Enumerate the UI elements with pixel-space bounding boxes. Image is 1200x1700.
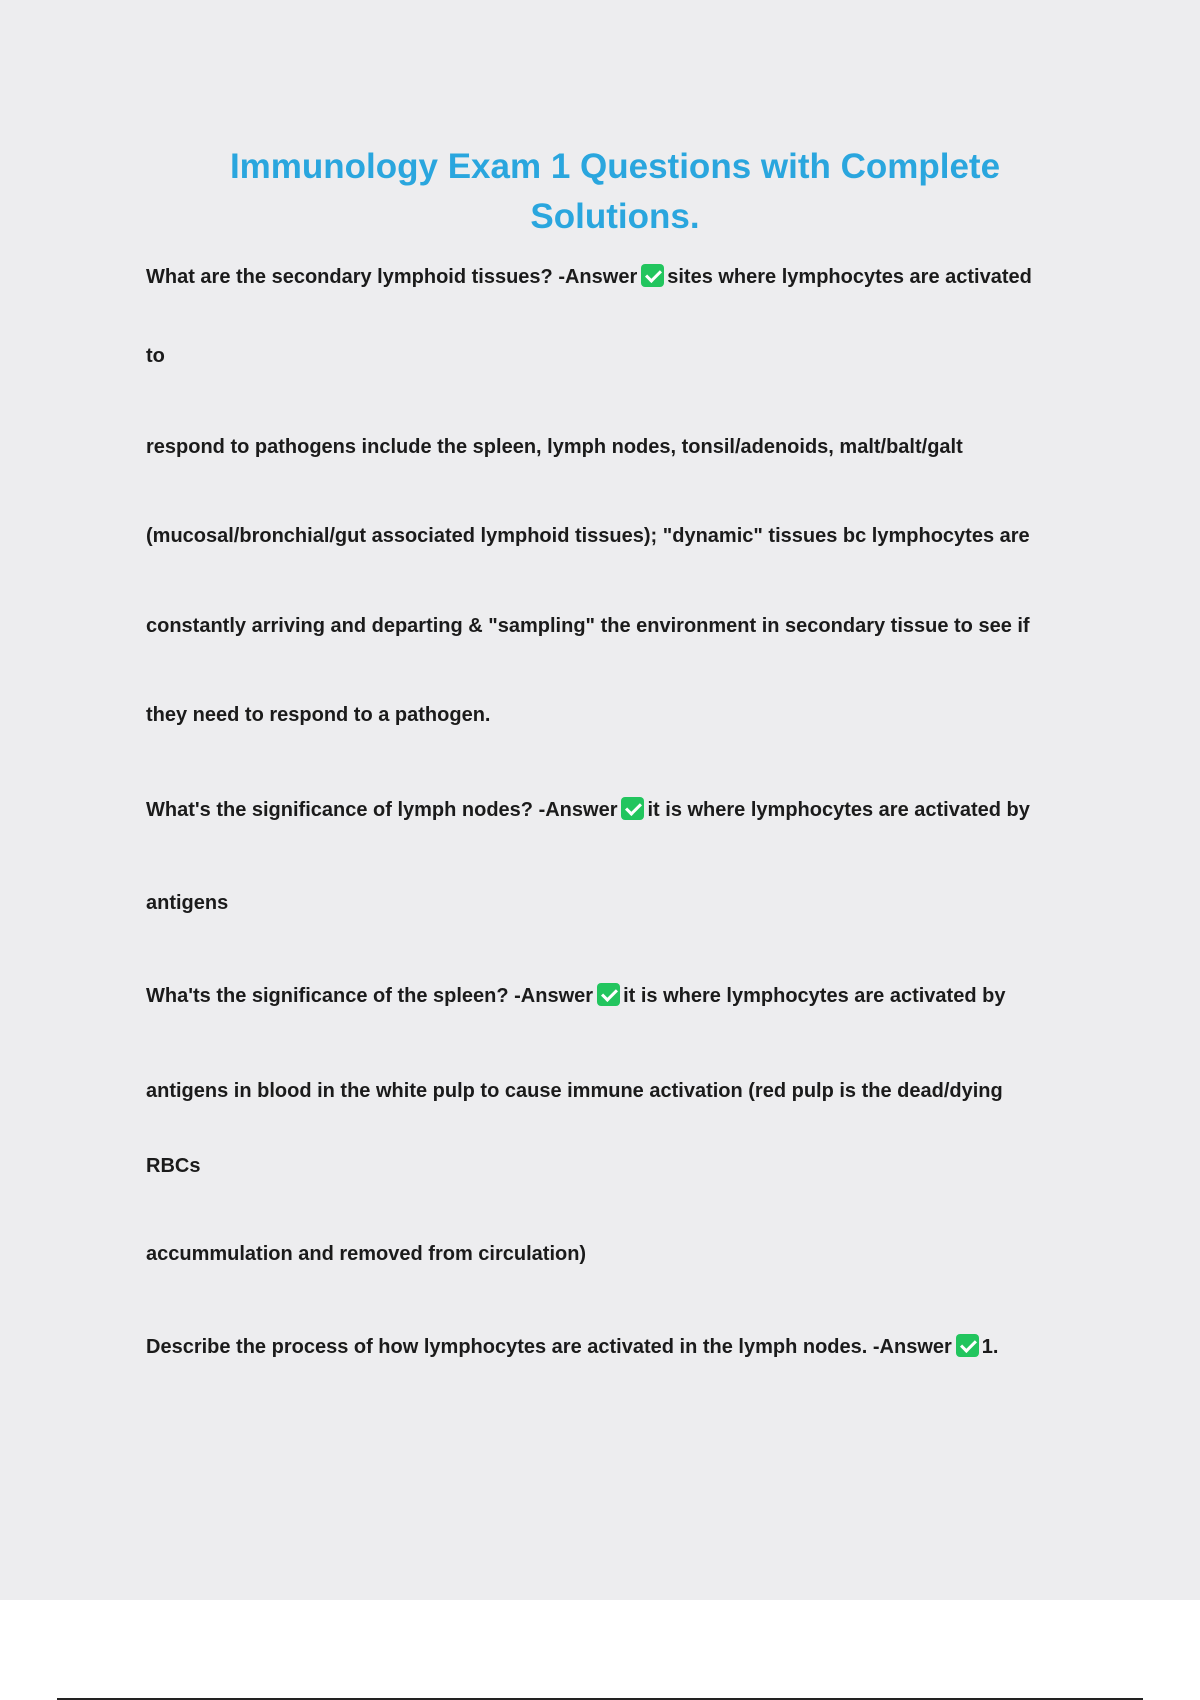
answer-line: antigens in blood in the white pulp to cause immune activation (red pulp is the dead/dying xyxy=(146,1080,1003,1102)
question-text: Describe the process of how lymphocytes are activated in the lymph nodes. -Answer xyxy=(146,1336,952,1358)
document-title: Immunology Exam 1 Questions with Complete Solutions. xyxy=(229,147,1001,236)
question-text: What's the significance of lymph nodes? -Answer xyxy=(146,799,618,821)
answer-line: accummulation and removed from circulation) xyxy=(146,1243,587,1265)
answer-text: it is where lymphocytes are activated by xyxy=(647,799,1030,821)
check-mark-button-icon xyxy=(956,1334,979,1357)
qa-1-line-1 xyxy=(146,264,1032,290)
answer-line: respond to pathogens include the spleen, lymph nodes, tonsil/adenoids, malt/balt/galt xyxy=(146,436,963,458)
answer-line: RBCs xyxy=(146,1155,201,1177)
answer-line: they need to respond to a pathogen. xyxy=(146,704,491,726)
answer-line: to xyxy=(146,345,165,367)
answer-text: sites where lymphocytes are activated xyxy=(667,266,1032,288)
qa-4-line-1 xyxy=(146,1334,998,1360)
question-text: What are the secondary lymphoid tissues? -Answer xyxy=(146,266,638,288)
answer-text: it is where lymphocytes are activated by xyxy=(623,985,1006,1007)
check-mark-button-icon xyxy=(621,797,644,820)
answer-line: (mucosal/bronchial/gut associated lymphoid tissues); "dynamic" tissues bc lymphocytes are xyxy=(146,525,1030,547)
answer-line: constantly arriving and departing & "sampling" the environment in secondary tissue to see if xyxy=(146,615,1030,637)
answer-line: antigens xyxy=(146,892,229,914)
question-text: Wha'ts the significance of the spleen? -Answer xyxy=(146,985,594,1007)
check-mark-button-icon xyxy=(641,264,664,287)
qa-3-line-1 xyxy=(146,983,1005,1009)
check-mark-button-icon xyxy=(597,983,620,1006)
answer-text: 1. xyxy=(981,1336,999,1358)
qa-2-line-1 xyxy=(146,797,1030,823)
